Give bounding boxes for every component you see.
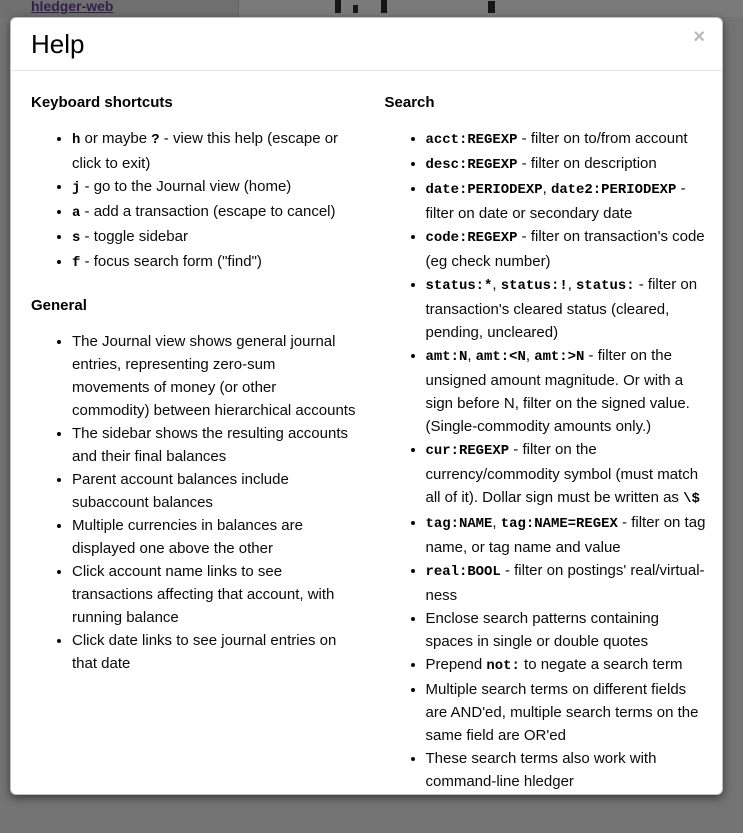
text-run: - view this help (escape or click to exit) [72,130,338,172]
section-heading: Keyboard shortcuts [31,93,357,112]
help-list-item [426,127,711,152]
help-list [385,127,711,793]
dialog-title: Help [31,30,707,59]
code-term: cur:REGEXP [426,443,510,459]
help-list-item [426,678,711,747]
help-list-item [426,438,711,511]
code-term: amt:N [426,349,468,365]
code-term: code:REGEXP [426,230,518,246]
help-list [31,127,357,275]
background-heading-fragment [335,0,341,13]
help-list-item [426,152,711,177]
code-term: not: [486,658,519,674]
code-term: tag:NAME=REGEX [501,516,618,532]
help-list-item [72,629,357,675]
text-run: - filter on tag name, or tag name and value [426,514,706,556]
code-term: amt:<N [476,349,526,365]
help-list-item [72,225,357,250]
help-list-item [72,422,357,468]
help-dialog-header [11,18,722,71]
background-sidebar-divider [238,0,239,17]
text-run: or maybe [80,130,151,147]
help-dialog [10,17,723,795]
background-page-strip [0,0,743,17]
text-run: to negate a search term [520,656,683,673]
hledger-web-brand-link[interactable]: hledger-web [31,0,113,14]
code-term: desc:REGEXP [426,157,518,173]
help-list-item [426,747,711,793]
help-list-item [426,344,711,438]
help-list-item [426,607,711,653]
text-run: Parent account balances include subaccount balances [72,471,289,511]
background-heading-fragment [381,0,387,13]
code-term: status:* [426,278,493,294]
help-list-item [426,273,711,344]
code-term: status:! [501,278,568,294]
text-run: Click account name links to see transactions affecting that account, with running balance [72,563,334,626]
text-run: The Journal view shows general journal entries, representing zero-sum movements of money (or other commodity) between hierarchical accounts [72,333,355,419]
text-run: Click date links to see journal entries on that date [72,632,336,672]
text-run: , [543,180,551,197]
text-run: , [492,514,500,531]
text-run: , [568,276,576,293]
section-heading: General [31,296,357,315]
code-term: tag:NAME [426,516,493,532]
code-term: \$ [683,491,700,507]
text-run: - focus search form ("find") [80,253,262,270]
help-list-item [426,559,711,607]
text-run: - filter on date or secondary date [426,180,686,222]
text-run: , [467,347,475,364]
text-run: Multiple search terms on different fields are AND'ed, multiple search terms on the same field are OR'ed [426,681,699,744]
help-list-item [72,330,357,422]
help-list-item [72,560,357,629]
code-term: s [72,230,80,246]
help-list-item [72,514,357,560]
help-list-item [72,200,357,225]
text-run: - filter on the currency/commodity symbol (must match all of it). Dollar sign must be written as [426,441,699,506]
text-run: , [526,347,534,364]
text-run: These search terms also work with command-line hledger [426,750,657,790]
close-icon[interactable]: × [693,27,705,47]
code-term: date:PERIODEXP [426,182,543,198]
text-run: - filter on description [518,155,657,172]
text-run: - toggle sidebar [80,228,188,245]
code-term: ? [151,132,159,148]
help-list-item [426,653,711,678]
code-term: status: [576,278,635,294]
help-list-item [426,177,711,225]
text-run: - filter on transaction's cleared status (cleared, pending, uncleared) [426,276,698,341]
text-run: Multiple currencies in balances are displayed one above the other [72,517,303,557]
text-run: Prepend [426,656,487,673]
code-term: real:BOOL [426,564,501,580]
code-term: acct:REGEXP [426,132,518,148]
code-term: date2:PERIODEXP [551,182,676,198]
help-list-item [426,511,711,559]
help-list [31,330,357,675]
text-run: The sidebar shows the resulting accounts and their final balances [72,425,348,465]
help-list-item [72,468,357,514]
text-run: - filter on postings' real/virtual-ness [426,562,705,604]
code-term: j [72,180,80,196]
background-heading-fragment [488,1,495,13]
help-list-item [72,127,357,175]
text-run: - go to the Journal view (home) [80,178,291,195]
help-column-left [21,72,367,813]
text-run: - filter on transaction's code (eg check number) [426,228,705,270]
text-run: - add a transaction (escape to cancel) [80,203,335,220]
help-column-right [367,72,713,813]
text-run: - filter on the unsigned amount magnitude. Or with a sign before N, filter on the signed value. (Single-commodity amounts only.) [426,347,690,435]
help-dialog-body [11,71,722,833]
text-run: , [492,276,500,293]
help-list-item [426,225,711,273]
section-heading: Search [385,93,711,112]
code-term: f [72,255,80,271]
text-run: Enclose search patterns containing spaces in single or double quotes [426,610,659,650]
help-list-item [72,175,357,200]
code-term: amt:>N [534,349,584,365]
code-term: a [72,205,80,221]
text-run: - filter on to/from account [518,130,688,147]
code-term: h [72,132,80,148]
background-heading-fragment [353,5,358,13]
help-list-item [72,250,357,275]
